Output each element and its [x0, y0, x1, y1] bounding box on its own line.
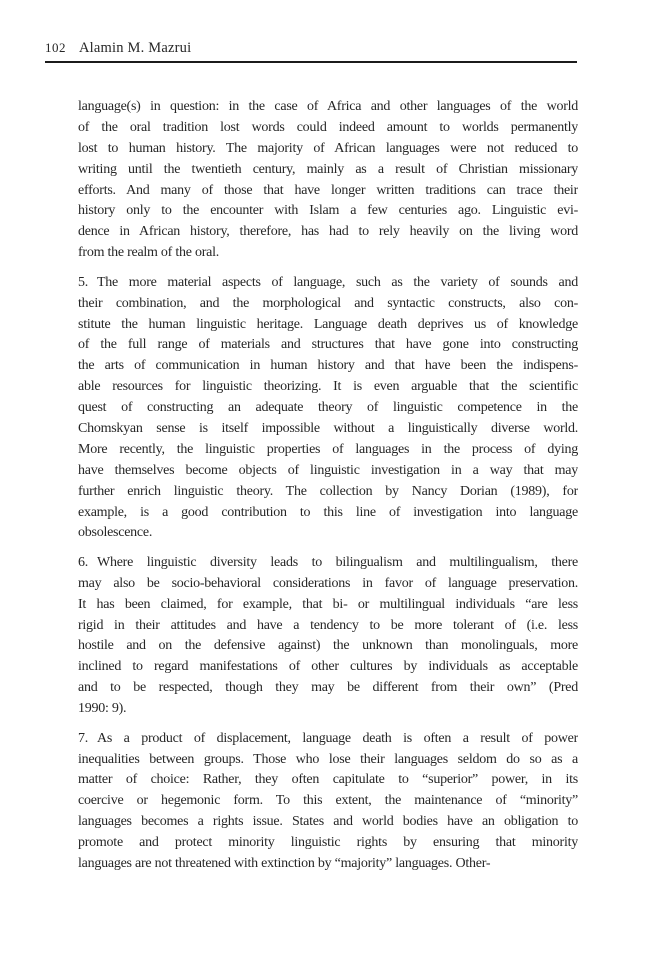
text-line: promote and protect minority linguistic rights by ensuring that minority: [78, 835, 578, 851]
page-body: [78, 97, 578, 883]
text-line: 1990: 9).: [78, 701, 127, 717]
text-line: of the full range of materials and structures that have gone into constructing: [78, 337, 578, 353]
text-line: dence in African history, therefore, has had to rely heavily on the living word: [78, 224, 578, 240]
text-line: [78, 729, 578, 750]
paragraph: [78, 729, 578, 875]
paragraph-first-line-text: As a product of displacement, language death is often a result of power: [97, 730, 578, 746]
text-line: and to be respected, though they may be different from their own” (Pred: [78, 680, 578, 696]
text-line: lost to human history. The majority of African languages were not reduced to: [78, 140, 578, 156]
page-number: 102: [45, 40, 66, 55]
paragraph-first-line-text: The more material aspects of language, such as the variety of sounds and: [97, 274, 578, 290]
text-line: obsolescence.: [78, 525, 153, 541]
paragraph: [78, 273, 578, 545]
paragraph-number: 6.: [78, 554, 88, 570]
text-line: may also be socio-behavioral considerations in favor of language preservation.: [78, 575, 578, 591]
text-line: hostile and on the defensive against) the unknown than monolinguals, more: [78, 638, 578, 654]
text-line: of the oral tradition lost words could indeed amount to worlds permanently: [78, 119, 578, 135]
paragraph-number: 7.: [78, 730, 88, 746]
paragraph-first-line-text: Where linguistic diversity leads to bilingualism and multilingualism, there: [97, 554, 578, 570]
text-line: have themselves become objects of linguistic investigation in a way that may: [78, 462, 578, 478]
paragraph: [78, 553, 578, 720]
text-line: [78, 273, 578, 294]
text-line: language(s) in question: in the case of Africa and other languages of the world: [78, 99, 578, 114]
text-line: able resources for linguistic theorizing. It is even arguable that the scientific: [78, 379, 578, 395]
running-head-title: Alamin M. Mazrui: [79, 40, 192, 56]
header-rule: [45, 61, 577, 63]
text-line: coercive or hegemonic form. To this extent, the maintenance of “minority”: [78, 793, 578, 809]
text-line: [78, 553, 578, 574]
text-line: inequalities between groups. Those who lose their languages seldom do so as a: [78, 751, 578, 767]
paragraph-number: 5.: [78, 274, 88, 290]
text-line: It has been claimed, for example, that bi- or multilingual individuals “are less: [78, 596, 578, 612]
text-line: efforts. And many of those that have longer written traditions can trace their: [78, 182, 578, 198]
text-line: inclined to regard manifestations of other cultures by individuals as acceptable: [78, 659, 578, 675]
text-line: from the realm of the oral.: [78, 245, 219, 261]
text-line: writing until the twentieth century, mainly as a result of Christian missionary: [78, 161, 578, 177]
text-line: stitute the human linguistic heritage. Language death deprives us of knowledge: [78, 316, 578, 332]
text-line: example, is a good contribution to this line of investigation into language: [78, 504, 578, 520]
text-line: rigid in their attitudes and have a tendency to be more tolerant of (i.e. less: [78, 617, 578, 633]
text-line: matter of choice: Rather, they often capitulate to “superior” power, in its: [78, 772, 578, 788]
text-line: quest of constructing an adequate theory of linguistic competence in the: [78, 400, 578, 416]
text-line: languages are not threatened with extinction by “majority” languages. Other-: [78, 855, 491, 871]
text-line: languages becomes a rights issue. States and world bodies have an obligation to: [78, 814, 578, 830]
text-line: Chomskyan sense is itself impossible without a linguistically diverse world.: [78, 420, 578, 436]
running-header: [45, 40, 191, 57]
paragraph: [78, 97, 578, 264]
text-line: history only to the encounter with Islam a few centuries ago. Linguistic evi-: [78, 203, 578, 219]
text-line: More recently, the linguistic properties of languages in the process of dying: [78, 441, 578, 457]
text-line: further enrich linguistic theory. The collection by Nancy Dorian (1989), for: [78, 483, 578, 499]
text-line: the arts of communication in human history and that have been the indispens-: [78, 358, 578, 374]
text-line: their combination, and the morphological and syntactic constructs, also con-: [78, 295, 578, 311]
